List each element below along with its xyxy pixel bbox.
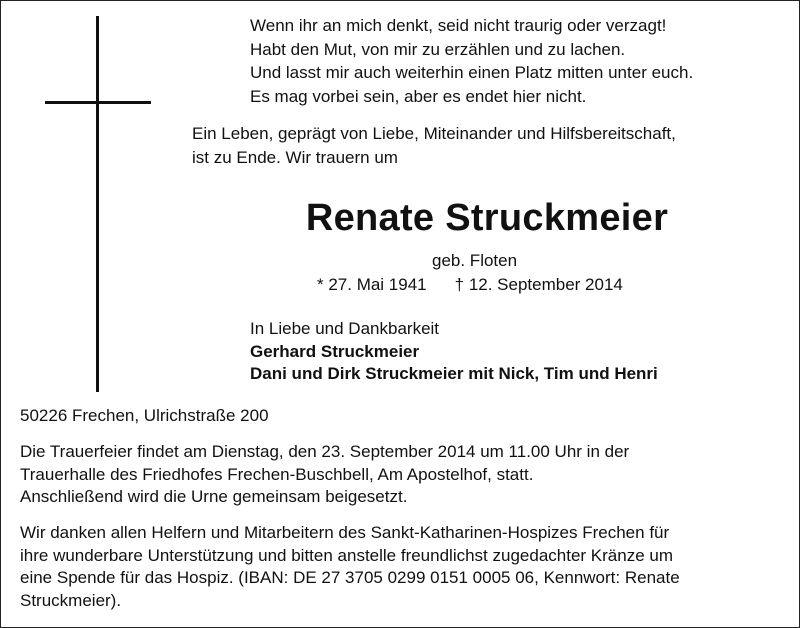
thanks-text bbox=[20, 522, 790, 612]
intro-line: ist zu Ende. Wir trauern um bbox=[192, 147, 398, 167]
intro-text bbox=[192, 122, 792, 169]
thanks-line: Wir danken allen Helfern und Mitarbeitern des Sankt-Katharinen-Hospizes Frechen für bbox=[20, 523, 670, 542]
deceased-name: Renate Struckmeier bbox=[305, 197, 669, 239]
address: 50226 Frechen, Ulrichstraße 200 bbox=[20, 406, 269, 425]
thanks-line: Struckmeier). bbox=[20, 590, 122, 610]
birth-date: * 27. Mai 1941 bbox=[317, 275, 427, 294]
maiden-name: geb. Floten bbox=[432, 251, 518, 270]
poem-line: Und lasst mir auch weiterhin einen Platz mitten unter euch. bbox=[250, 63, 694, 82]
funeral-info bbox=[20, 441, 790, 509]
poem-line: Es mag vorbei sein, aber es endet hier nicht. bbox=[250, 86, 587, 106]
mourners bbox=[250, 318, 658, 386]
mourner-name: Gerhard Struckmeier bbox=[250, 341, 420, 361]
cross-symbol-horizontal bbox=[45, 101, 151, 104]
poem bbox=[250, 14, 790, 108]
mourners-intro: In Liebe und Dankbarkeit bbox=[250, 319, 440, 338]
funeral-line: Anschließend wird die Urne gemeinsam beigesetzt. bbox=[20, 487, 408, 506]
life-dates bbox=[317, 274, 623, 296]
thanks-line: ihre wunderbare Unterstützung und bitten anstelle freundlichst zugedachter Kränze um bbox=[20, 545, 673, 565]
poem-line: Habt den Mut, von mir zu erzählen und zu lachen. bbox=[250, 39, 626, 59]
thanks-line: eine Spende für das Hospiz. (IBAN: DE 27 3705 0299 0151 0005 06, Kennwort: Renate bbox=[20, 568, 680, 587]
funeral-line: Die Trauerfeier findet am Dienstag, den 23. September 2014 um 11.00 Uhr in der bbox=[20, 442, 630, 461]
intro-line: Ein Leben, geprägt von Liebe, Miteinander und Hilfsbereitschaft, bbox=[192, 124, 676, 143]
poem-line: Wenn ihr an mich denkt, seid nicht traurig oder verzagt! bbox=[250, 16, 667, 35]
death-date: † 12. September 2014 bbox=[454, 275, 623, 294]
mourner-name: Dani und Dirk Struckmeier mit Nick, Tim und Henri bbox=[250, 364, 658, 383]
funeral-line: Trauerhalle des Friedhofes Frechen-Buschbell, Am Apostelhof, statt. bbox=[20, 464, 534, 484]
